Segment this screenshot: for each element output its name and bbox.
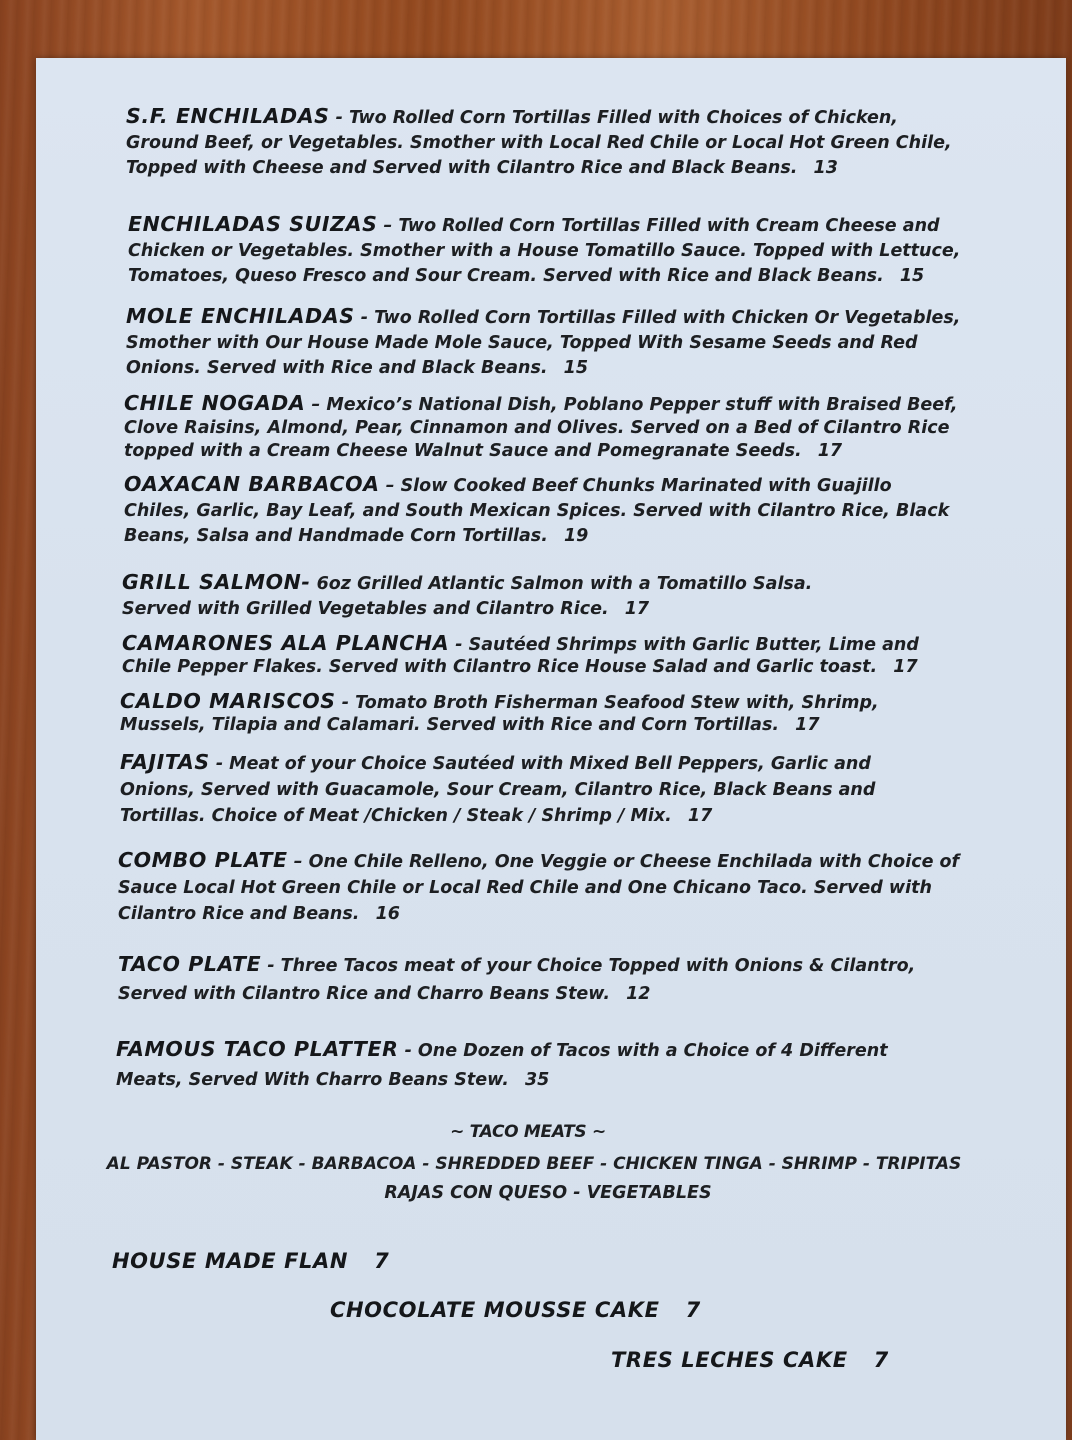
menu-item-price: 17 <box>624 599 650 619</box>
menu-item-description: Tomato Broth Fisherman Seafood Stew with, Shrimp, Mussels, Tilapia and Calamari. Served with Rice and Corn Tortillas. <box>120 693 879 735</box>
menu-item-price: 12 <box>626 984 651 1004</box>
menu-item-oaxacan-barbacoa <box>124 472 954 549</box>
menu-item-taco-plate <box>118 950 938 1008</box>
menu-item-price: 17 <box>817 441 843 461</box>
menu-item-title: CHILE NOGADA <box>124 391 306 415</box>
menu-item-price: 16 <box>375 904 400 924</box>
menu-item-description: Meat of your Choice Sautéed with Mixed Bell Peppers, Garlic and Onions, Served with Guacamole, Sour Cream, Cilantro Rice, Black Beans and Tortillas. Choice of Meat /Chicken / Steak / Shrimp / Mix. <box>120 754 876 826</box>
menu-item-description: Two Rolled Corn Tortillas Filled with Choices of Chicken, Ground Beef, or Vegetables. Smother with Local Red Chile or Local Hot Green Chile, Topped with Cheese and Served with Cilantro Rice and Black Beans. <box>126 108 952 178</box>
menu-item-caldo-mariscos <box>120 690 910 736</box>
menu-item-title: CALDO MARISCOS <box>120 689 336 713</box>
menu-item-famous-taco-platter <box>116 1035 936 1095</box>
menu-item-separator: - <box>215 754 224 774</box>
menu-item-description: Two Rolled Corn Tortillas Filled with Cream Cheese and Chicken or Vegetables. Smother with a House Tomatillo Sauce. Topped with Lettuce, Tomatoes, Queso Fresco and Sour Cream. Served with Rice and Black Beans. <box>128 216 961 286</box>
menu-item-description: Mexico’s National Dish, Poblano Pepper stuff with Braised Beef, Clove Raisins, Almond, Pear, Cinnamon and Olives. Served on a Bed of Cilantro Rice topped with a Cream Cheese Walnut Sauce and Pomegranate Seeds. <box>124 395 958 461</box>
dessert-price: 7 <box>873 1348 889 1372</box>
menu-item-title: COMBO PLATE <box>118 848 288 872</box>
menu-item-separator: – <box>385 476 395 496</box>
menu-item-title: GRILL SALMON- <box>122 570 311 594</box>
menu-item-description: Sautéed Shrimps with Garlic Butter, Lime and Chile Pepper Flakes. Served with Cilantro Rice House Salad and Garlic toast. <box>122 635 919 677</box>
menu-item-price: 17 <box>795 715 820 735</box>
menu-item-title: MOLE ENCHILADAS <box>126 304 355 328</box>
menu-item-title: FAMOUS TACO PLATTER <box>116 1037 399 1061</box>
menu-item-separator: - <box>267 956 275 976</box>
menu-item-sf-enchiladas <box>126 104 956 181</box>
dessert-name: TRES LECHES CAKE <box>611 1348 848 1372</box>
menu-item-separator: - <box>335 108 343 128</box>
menu-item-title: FAJITAS <box>120 750 210 774</box>
menu-item-price: 15 <box>563 358 588 378</box>
menu-item-title: ENCHILADAS SUIZAS <box>128 212 378 236</box>
menu-item-title: OAXACAN BARBACOA <box>124 472 380 496</box>
taco-meats-title <box>0 1122 1064 1142</box>
menu-item-description: Slow Cooked Beef Chunks Marinated with Guajillo Chiles, Garlic, Bay Leaf, and South Mexican Spices. Served with Cilantro Rice, Black Beans, Salsa and Handmade Corn Tortillas. <box>124 476 950 546</box>
menu-item-description: One Dozen of Tacos with a Choice of 4 Different Meats, Served With Charro Beans Stew. <box>116 1041 888 1090</box>
menu-item-grill-salmon <box>122 570 842 622</box>
taco-meats-title-text: ~ TACO MEATS ~ <box>450 1122 606 1142</box>
taco-meats-line-2: RAJAS CON QUESO - VEGETABLES <box>384 1183 712 1203</box>
dessert-name: HOUSE MADE FLAN <box>112 1249 349 1273</box>
dessert-price: 7 <box>685 1298 701 1322</box>
menu-item-title: TACO PLATE <box>118 952 262 976</box>
menu-item-description: One Chile Relleno, One Veggie or Cheese Enchilada with Choice of Sauce Local Hot Green Chile or Local Red Chile and One Chicano Taco. Served with Cilantro Rice and Beans. <box>118 852 960 924</box>
menu-item-separator: - <box>404 1041 412 1061</box>
menu-item-separator: – <box>293 852 303 872</box>
menu-item-price: 17 <box>893 657 918 677</box>
menu-item-separator: - <box>341 693 349 713</box>
menu-item-fajitas <box>120 749 930 829</box>
dessert-tres-leches-cake <box>611 1348 889 1372</box>
menu-item-description: 6oz Grilled Atlantic Salmon with a Tomatillo Salsa. Served with Grilled Vegetables and Cilantro Rice. <box>122 574 813 619</box>
menu-item-title: S.F. ENCHILADAS <box>126 104 330 128</box>
menu-item-enchiladas-suizas <box>128 212 963 289</box>
menu-item-title: CAMARONES ALA PLANCHA <box>122 631 450 655</box>
menu-item-separator: - <box>360 308 368 328</box>
menu-item-mole-enchiladas <box>126 304 966 381</box>
menu-item-price: 17 <box>687 806 713 826</box>
menu-item-separator: – <box>383 216 393 236</box>
taco-meats-line-1: AL PASTOR - STEAK - BARBACOA - SHREDDED BEEF - CHICKEN TINGA - SHRIMP - TRIPITAS <box>106 1154 962 1174</box>
dessert-house-made-flan <box>112 1249 389 1273</box>
menu-item-price: 35 <box>524 1070 550 1090</box>
menu-item-price: 15 <box>899 266 925 286</box>
menu-item-separator: - <box>455 635 463 655</box>
menu-item-separator: – <box>311 395 321 415</box>
menu-item-camarones-ala-plancha <box>122 632 942 678</box>
dessert-chocolate-mousse-cake <box>330 1298 701 1322</box>
menu-item-description: Two Rolled Corn Tortillas Filled with Chicken Or Vegetables, Smother with Our House Made Mole Sauce, Topped With Sesame Seeds and Red Onions. Served with Rice and Black Beans. <box>126 308 961 378</box>
menu-item-combo-plate <box>118 847 968 927</box>
menu-item-chile-nogada <box>124 392 964 463</box>
dessert-name: CHOCOLATE MOUSSE CAKE <box>330 1298 660 1322</box>
menu-item-price: 13 <box>813 158 838 178</box>
menu-item-price: 19 <box>563 526 589 546</box>
dessert-price: 7 <box>374 1249 390 1273</box>
menu-item-description: Three Tacos meat of your Choice Topped with Onions & Cilantro, Served with Cilantro Rice and Charro Beans Stew. <box>118 956 916 1004</box>
